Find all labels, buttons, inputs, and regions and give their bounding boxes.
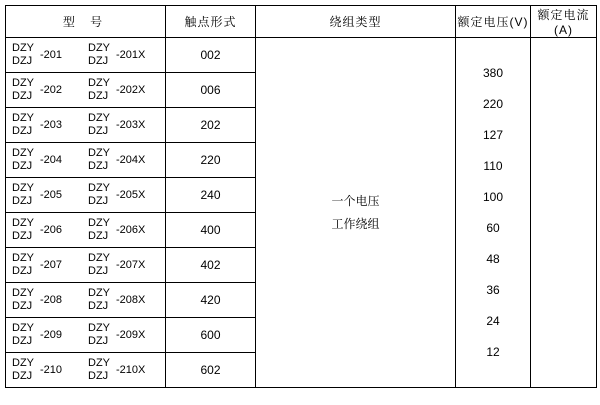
model-prefix-b-top: DZY [88, 182, 110, 195]
voltage-list [456, 58, 530, 368]
model-prefix-a [12, 287, 38, 312]
contact-cell: 002 [166, 38, 256, 73]
table-row [6, 38, 597, 73]
model-group-b [88, 42, 164, 67]
model-prefix-b-bottom: DZJ [88, 125, 109, 137]
contact-cell: 006 [166, 73, 256, 108]
model-prefix-a [12, 77, 38, 102]
model-suffix-a: -210 [40, 364, 63, 376]
model-suffix-a: -204 [40, 154, 63, 166]
model-prefix-a-top: DZY [12, 42, 34, 55]
model-suffix-b: -201X [116, 49, 146, 61]
model-group-b [88, 112, 164, 137]
model-prefix-b [88, 42, 114, 67]
model-prefix-a-bottom: DZJ [12, 265, 33, 277]
model-suffix-a: -207 [40, 259, 63, 271]
contact-cell: 400 [166, 213, 256, 248]
model-suffix-a: -206 [40, 224, 63, 236]
model-suffix-b: -205X [116, 189, 146, 201]
voltage-value: 110 [483, 159, 503, 173]
header-current: 额定电流(A) [531, 6, 597, 38]
voltage-value: 36 [486, 283, 500, 297]
model-prefix-a [12, 322, 38, 347]
header-voltage: 额定电压(V) [456, 6, 531, 38]
model-prefix-b-top: DZY [88, 322, 110, 335]
model-prefix-a-top: DZY [12, 252, 34, 265]
model-prefix-a [12, 147, 38, 172]
model-cell [6, 213, 166, 248]
model-group-a [12, 252, 88, 277]
voltage-value: 220 [482, 97, 504, 111]
model-group-a [12, 112, 88, 137]
model-prefix-a-bottom: DZJ [12, 300, 33, 312]
model-prefix-b-top: DZY [88, 217, 110, 230]
model-group-a [12, 357, 88, 382]
model-suffix-a: -202 [40, 84, 63, 96]
model-cell [6, 248, 166, 283]
model-prefix-a-top: DZY [12, 77, 34, 90]
model-prefix-a-bottom: DZJ [12, 370, 33, 382]
model-suffix-b: -207X [116, 259, 146, 271]
specification-table [5, 5, 597, 388]
model-suffix-b: -203X [116, 119, 146, 131]
model-prefix-b-top: DZY [88, 252, 110, 265]
model-prefix-a [12, 217, 38, 242]
model-group-a [12, 217, 88, 242]
model-prefix-a-top: DZY [12, 357, 34, 370]
model-group-b [88, 322, 164, 347]
header-winding: 绕组类型 [256, 6, 456, 38]
model-prefix-a [12, 252, 38, 277]
model-suffix-b: -210X [116, 364, 146, 376]
model-prefix-b-top: DZY [88, 357, 110, 370]
model-prefix-a-top: DZY [12, 287, 34, 300]
model-prefix-b-bottom: DZJ [88, 335, 109, 347]
model-prefix-b-bottom: DZJ [88, 90, 109, 102]
model-suffix-b: -202X [116, 84, 146, 96]
model-group-b [88, 77, 164, 102]
model-prefix-b-bottom: DZJ [88, 370, 109, 382]
model-suffix-b: -208X [116, 294, 146, 306]
model-prefix-b [88, 112, 114, 137]
model-cell [6, 108, 166, 143]
winding-cell [256, 38, 456, 388]
model-cell [6, 73, 166, 108]
model-prefix-b [88, 287, 114, 312]
model-group-b [88, 252, 164, 277]
model-prefix-a-top: DZY [12, 112, 34, 125]
model-prefix-a [12, 357, 38, 382]
model-prefix-a-top: DZY [12, 182, 34, 195]
voltage-value: 100 [482, 190, 504, 204]
model-prefix-b-top: DZY [88, 77, 110, 90]
model-prefix-b-bottom: DZJ [88, 55, 109, 67]
model-group-a [12, 182, 88, 207]
model-cell [6, 283, 166, 318]
model-prefix-a-bottom: DZJ [12, 90, 33, 102]
model-cell [6, 143, 166, 178]
model-prefix-b [88, 77, 114, 102]
model-prefix-a-bottom: DZJ [12, 55, 33, 67]
table-header [6, 6, 597, 38]
header-model: 型 号 [6, 6, 166, 38]
model-prefix-b-top: DZY [88, 112, 110, 125]
model-prefix-a-bottom: DZJ [12, 230, 33, 242]
model-prefix-b-bottom: DZJ [88, 195, 109, 207]
model-prefix-b [88, 322, 114, 347]
voltage-cell [456, 38, 531, 388]
model-prefix-a [12, 42, 38, 67]
model-group-b [88, 217, 164, 242]
model-prefix-b [88, 182, 114, 207]
model-group-b [88, 182, 164, 207]
model-group-a [12, 287, 88, 312]
voltage-value: 48 [486, 252, 500, 266]
model-prefix-b-bottom: DZJ [88, 265, 109, 277]
model-prefix-a-top: DZY [12, 147, 34, 160]
contact-cell: 402 [166, 248, 256, 283]
model-group-a [12, 322, 88, 347]
model-prefix-b-bottom: DZJ [88, 300, 109, 312]
current-cell [531, 38, 597, 388]
model-prefix-b-top: DZY [88, 287, 110, 300]
model-suffix-a: -208 [40, 294, 63, 306]
contact-cell: 600 [166, 318, 256, 353]
document-page [0, 5, 600, 405]
model-prefix-b-top: DZY [88, 147, 110, 160]
model-group-a [12, 42, 88, 67]
voltage-value: 60 [486, 221, 500, 235]
model-prefix-b-top: DZY [88, 42, 110, 55]
header-contact: 触点形式 [166, 6, 256, 38]
model-group-b [88, 147, 164, 172]
model-group-b [88, 287, 164, 312]
contact-cell: 220 [166, 143, 256, 178]
contact-cell: 240 [166, 178, 256, 213]
model-prefix-a-bottom: DZJ [12, 160, 33, 172]
model-prefix-b-bottom: DZJ [88, 230, 109, 242]
model-suffix-b: -204X [116, 154, 146, 166]
model-group-a [12, 147, 88, 172]
model-prefix-a [12, 112, 38, 137]
model-prefix-a-bottom: DZJ [12, 125, 33, 137]
model-suffix-a: -205 [40, 189, 63, 201]
model-cell [6, 318, 166, 353]
model-prefix-b [88, 147, 114, 172]
model-prefix-b [88, 357, 114, 382]
model-prefix-b [88, 217, 114, 242]
model-prefix-a-top: DZY [12, 217, 34, 230]
contact-cell: 202 [166, 108, 256, 143]
model-prefix-a-bottom: DZJ [12, 195, 33, 207]
voltage-value: 127 [482, 128, 504, 142]
model-suffix-a: -201 [40, 49, 63, 61]
model-prefix-b-bottom: DZJ [88, 160, 109, 172]
model-cell [6, 38, 166, 73]
model-suffix-b: -206X [116, 224, 146, 236]
voltage-value: 24 [486, 314, 500, 328]
model-suffix-b: -209X [116, 329, 146, 341]
winding-line-2: 工作绕组 [331, 216, 380, 231]
model-group-b [88, 357, 164, 382]
model-suffix-a: -209 [40, 329, 63, 341]
contact-cell: 420 [166, 283, 256, 318]
header-row [6, 6, 597, 38]
winding-line-1: 一个电压 [331, 193, 380, 208]
voltage-value: 12 [486, 345, 500, 359]
model-suffix-a: -203 [40, 119, 63, 131]
contact-cell: 602 [166, 353, 256, 388]
model-prefix-a-top: DZY [12, 322, 34, 335]
model-cell [6, 353, 166, 388]
model-group-a [12, 77, 88, 102]
table-body [6, 38, 597, 388]
voltage-value: 380 [482, 66, 504, 80]
model-prefix-a [12, 182, 38, 207]
model-cell [6, 178, 166, 213]
model-prefix-b [88, 252, 114, 277]
model-prefix-a-bottom: DZJ [12, 335, 33, 347]
